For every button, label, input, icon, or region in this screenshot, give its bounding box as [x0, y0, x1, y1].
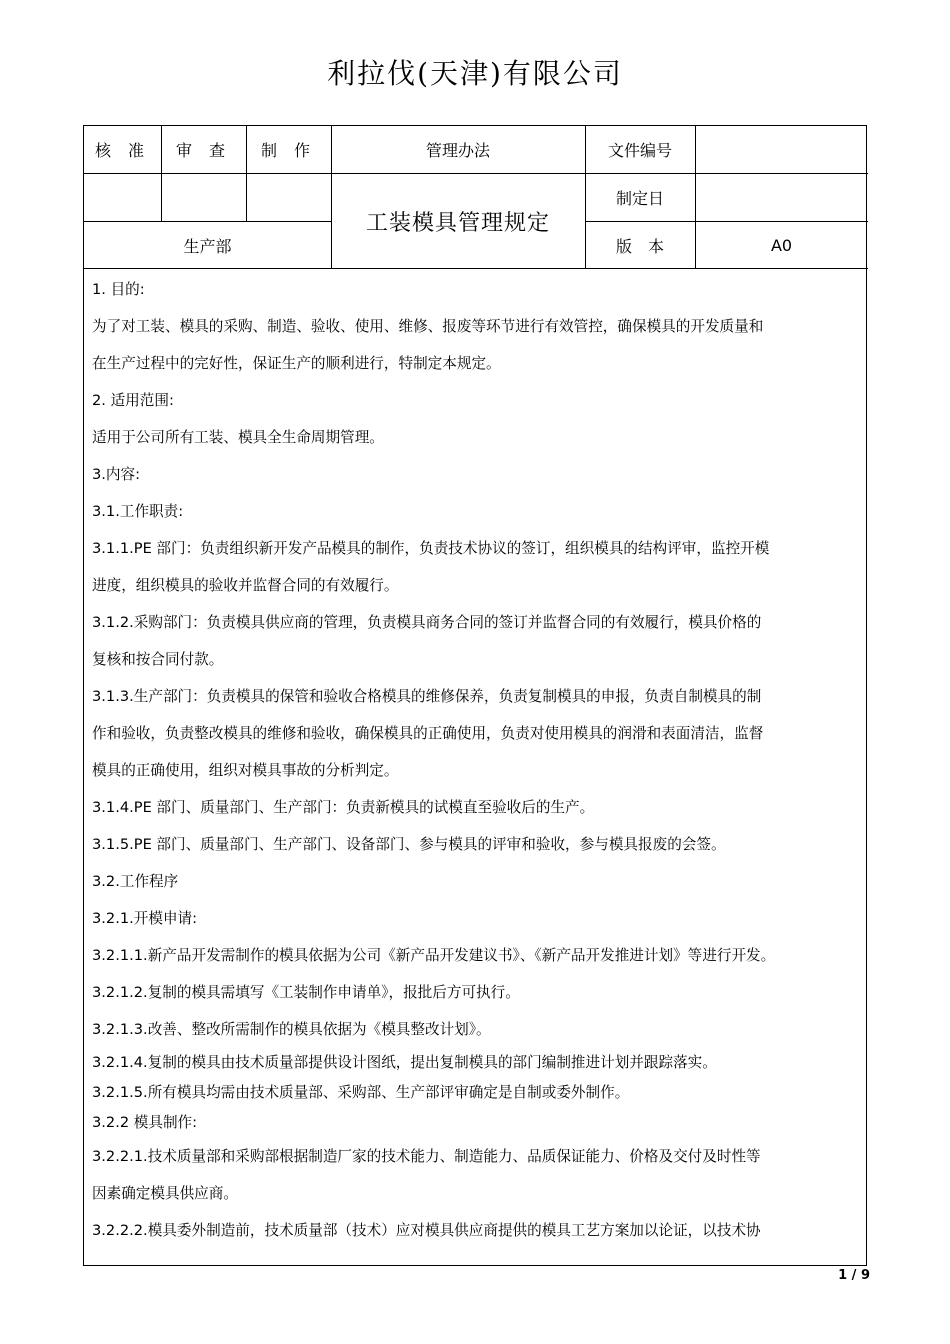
body-line: 复核和按合同付款。 [92, 651, 224, 668]
body-line: 作和验收，负责整改模具的维修和验收，确保模具的正确使用，负责对使用模具的润滑和表面清洁，监督 [92, 725, 764, 742]
category-label: 管理办法 [425, 141, 490, 160]
body-line: 3.1.4.PE 部门、质量部门、生产部门：负责新模具的试模直至验收后的生产。 [92, 799, 595, 816]
date-value [695, 173, 868, 221]
prepare-label: 制 作 [260, 141, 317, 160]
department-label: 生产部 [183, 236, 232, 256]
body-line: 在生产过程中的完好性，保证生产的顺利进行，特制定本规定。 [92, 355, 501, 372]
body-line: 因素确定模具供应商。 [92, 1185, 238, 1202]
document-body [92, 271, 862, 1249]
body-line: 1. 目的: [92, 281, 145, 298]
review-signature [161, 173, 246, 221]
company-title: 利拉伐(天津)有限公司 [327, 57, 623, 90]
version-value: A0 [770, 235, 793, 255]
header-table [84, 126, 868, 269]
body-line: 3.2.1.开模申请: [92, 910, 198, 927]
body-line: 3.1.2.采购部门：负责模具供应商的管理，负责模具商务合同的签订并监督合同的有效履行，模具价格的 [92, 614, 762, 631]
body-line: 适用于公司所有工装、模具全生命周期管理。 [92, 429, 384, 446]
body-line: 3.2.2.1.技术质量部和采购部根据制造厂家的技术能力、制造能力、品质保证能力、价格及交付及时性等 [92, 1148, 761, 1165]
version-label: 版 本 [615, 236, 664, 256]
body-line: 模具的正确使用，组织对模具事故的分析判定。 [92, 762, 399, 779]
body-line: 2. 适用范围: [92, 392, 174, 409]
date-label: 制定日 [615, 188, 664, 208]
body-line: 3.2.工作程序 [92, 873, 179, 890]
body-line: 3.1.3.生产部门：负责模具的保管和验收合格模具的维修保养，负责复制模具的申报，负责自制模具的制 [92, 688, 762, 705]
body-line: 为了对工装、模具的采购、制造、验收、使用、维修、报废等环节进行有效管控，确保模具的开发质量和 [92, 318, 764, 335]
doc-number-label: 文件编号 [607, 141, 672, 160]
body-line: 3.2.1.3.改善、整改所需制作的模具依据为《模具整改计划》。 [92, 1021, 491, 1038]
body-line: 3.2.2.2.模具委外制造前，技术质量部（技术）应对模具供应商提供的模具工艺方案加以论证，以技术协 [92, 1222, 761, 1239]
prepare-signature [246, 173, 331, 221]
review-label: 审 查 [175, 141, 232, 160]
body-line: 3.1.5.PE 部门、质量部门、生产部门、设备部门、参与模具的评审和验收，参与模具报废的会签。 [92, 836, 726, 853]
body-line: 3.2.1.2.复制的模具需填写《工装制作申请单》，报批后方可执行。 [92, 984, 520, 1001]
approve-signature [84, 173, 161, 221]
body-line: 3.2.2 模具制作: [92, 1114, 198, 1131]
document-frame [83, 125, 867, 1266]
body-line: 3.2.1.1.新产品开发需制作的模具依据为公司《新产品开发建议书》、《新产品开发推进计划》等进行开发。 [92, 947, 776, 964]
body-line: 3.1.工作职责: [92, 503, 184, 520]
body-line: 3.1.1.PE 部门：负责组织新开发产品模具的制作，负责技术协议的签订，组织模具的结构评审，监控开模 [92, 540, 770, 557]
page-number: 1 / 9 [838, 1268, 870, 1283]
doc-number-value [695, 126, 868, 173]
body-line: 3.内容: [92, 466, 141, 483]
body-line: 3.2.1.5.所有模具均需由技术质量部、采购部、生产部评审确定是自制或委外制作。 [92, 1084, 630, 1101]
document-title: 工装模具管理规定 [365, 210, 550, 236]
body-line: 3.2.1.4.复制的模具由技术质量部提供设计图纸，提出复制模具的部门编制推进计划并跟踪落实。 [92, 1054, 717, 1071]
approve-label: 核 准 [94, 141, 151, 160]
body-line: 进度，组织模具的验收并监督合同的有效履行。 [92, 577, 399, 594]
